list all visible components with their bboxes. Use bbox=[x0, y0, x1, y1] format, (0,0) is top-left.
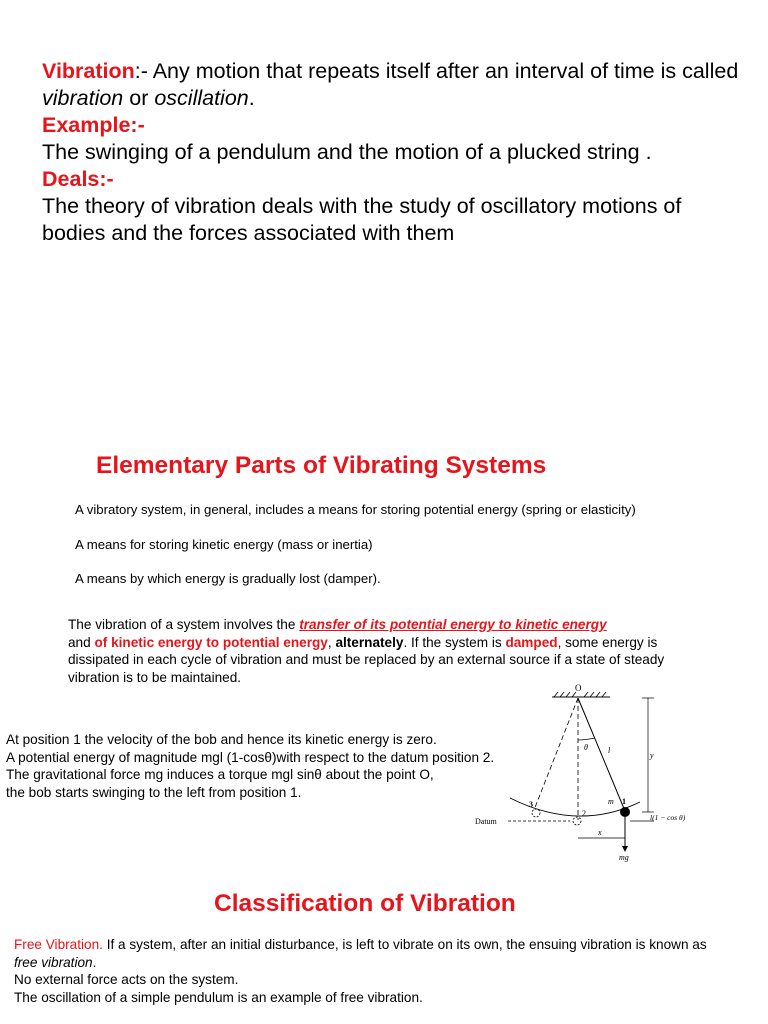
energy-para-text-3: , bbox=[327, 634, 336, 650]
pendulum-line-1: At position 1 the velocity of the bob and hence its kinetic energy is zero. bbox=[6, 732, 437, 747]
free-vibration-italic: free vibration bbox=[14, 954, 93, 970]
classification-heading: Classification of Vibration bbox=[214, 890, 516, 917]
theta-arc bbox=[578, 738, 595, 740]
free-vibration-end: . bbox=[92, 954, 97, 970]
fig-label-lcos: l(1 − cos θ) bbox=[650, 813, 686, 822]
fig-label-pos2: 2 bbox=[582, 809, 586, 818]
fig-label-pos1: 1 bbox=[622, 797, 626, 806]
energy-para-highlight-3: damped bbox=[505, 634, 558, 650]
vibration-italic: vibration bbox=[42, 86, 124, 110]
elementary-item-2: A means for storing kinetic energy (mass or inertia) bbox=[75, 537, 373, 552]
fig-label-l: l bbox=[608, 746, 611, 755]
free-vibration-text: If a system, after an initial disturbance, is left to vibrate on its own, the ensuing vibration is known as bbox=[102, 937, 707, 952]
energy-para-text-2: and bbox=[68, 634, 95, 650]
example-text: The swinging of a pendulum and the motion of a plucked string . bbox=[42, 140, 652, 164]
energy-para-highlight-2: of kinetic energy to potential energy bbox=[94, 634, 328, 650]
deals-text: The theory of vibration deals with the study of oscillatory motions of bodies and the forces associated with them bbox=[42, 194, 682, 245]
energy-para-bold: alternately bbox=[335, 634, 404, 650]
fig-label-theta: θ bbox=[584, 743, 588, 752]
free-vibration-paragraph bbox=[14, 936, 724, 1006]
elementary-item-1: A vibratory system, in general, includes a means for storing potential energy (spring or elasticity) bbox=[75, 502, 636, 517]
vibration-definition bbox=[42, 58, 742, 112]
pendulum-line-2: A potential energy of magnitude mgl (1-cosθ)with respect to the datum position 2. bbox=[6, 749, 495, 765]
energy-para-text-1: The vibration of a system involves the bbox=[68, 617, 300, 632]
oscillation-italic: oscillation bbox=[154, 86, 249, 110]
free-vibration-line-3: The oscillation of a simple pendulum is an example of free vibration. bbox=[14, 989, 423, 1005]
vibration-def-text: :- Any motion that repeats itself after an interval of time is called bbox=[134, 59, 739, 83]
energy-para-highlight-1: transfer of its potential energy to kinetic energy bbox=[299, 617, 607, 632]
fig-label-o: O bbox=[575, 683, 582, 693]
fig-label-mg: mg bbox=[619, 853, 629, 862]
bob-position-3 bbox=[532, 809, 540, 817]
energy-paragraph bbox=[68, 616, 694, 686]
bob-position-1 bbox=[620, 807, 630, 817]
free-vibration-term: Free Vibration. bbox=[14, 937, 103, 952]
energy-para-text-5: , some energy is dissipated in each cycle of vibration and must be replaced by an external source if a state of steady vibration is to be maintained. bbox=[68, 634, 665, 685]
fig-label-m: m bbox=[608, 797, 614, 806]
elementary-item-3: A means by which energy is gradually lost (damper). bbox=[75, 571, 381, 586]
pendulum-line-4: the bob starts swinging to the left from position 1. bbox=[6, 784, 302, 800]
fig-label-x: x bbox=[598, 828, 602, 837]
free-vibration-line-2: No external force acts on the system. bbox=[14, 972, 239, 987]
pendulum-figure bbox=[470, 680, 720, 870]
pendulum-string bbox=[578, 698, 625, 811]
fig-label-datum: Datum bbox=[475, 817, 497, 826]
deals-heading: Deals:- bbox=[42, 167, 114, 191]
pendulum-line-3: The gravitational force mg induces a torque mgl sinθ about the point O, bbox=[6, 767, 434, 782]
fig-label-pos3: 3 bbox=[529, 800, 533, 809]
example-heading: Example:- bbox=[42, 113, 145, 137]
pendulum-text bbox=[6, 731, 526, 801]
vibration-def-end: . bbox=[248, 86, 255, 110]
left-dashed-string bbox=[534, 698, 578, 810]
elementary-heading: Elementary Parts of Vibrating Systems bbox=[96, 452, 547, 479]
mg-arrow-head bbox=[622, 846, 628, 852]
fig-label-y: y bbox=[650, 751, 654, 760]
vibration-term: Vibration bbox=[42, 59, 135, 83]
intro-section bbox=[42, 58, 742, 247]
bob-position-2 bbox=[573, 817, 581, 825]
vibration-def-or: or bbox=[123, 86, 155, 110]
energy-para-text-4: . If the system is bbox=[403, 634, 506, 650]
